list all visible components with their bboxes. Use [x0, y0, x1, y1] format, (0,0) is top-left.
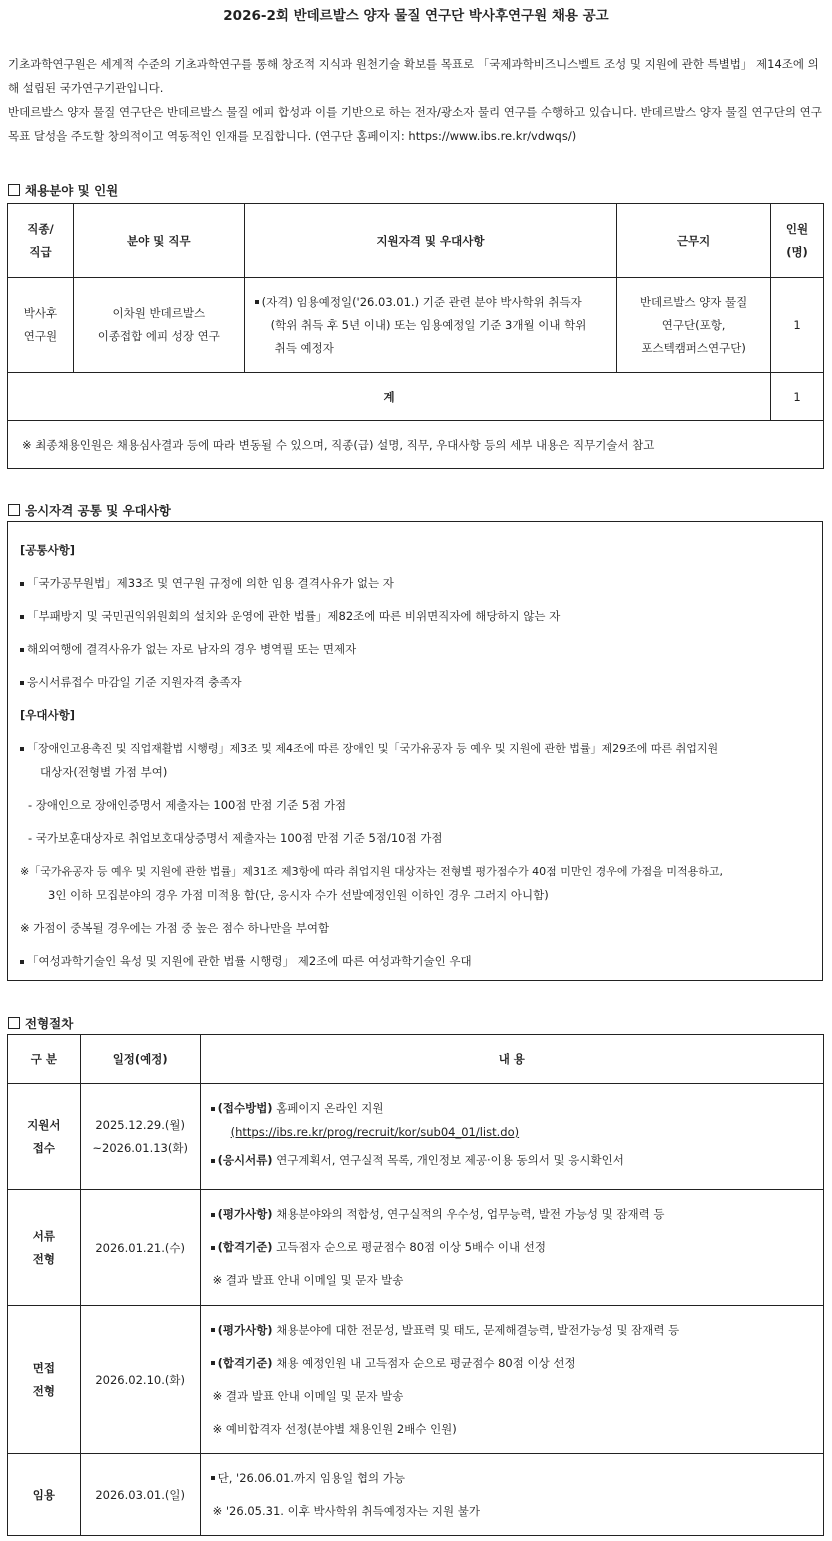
section-process-heading: 전형절차 [8, 1014, 73, 1032]
pref-item: - 국가보훈대상자로 취업보호대상증명서 제출자는 100점 만점 기준 5점/10점 가점 [28, 831, 443, 845]
content-cell: 단, '26.06.01.까지 임용일 협의 가능 ※ '26.05.31. 이후 박사학위 취득예정자는 지원 불가 [200, 1454, 823, 1536]
intro-paragraph-2: 반데르발스 양자 물질 연구단은 반데르발스 물질 에피 합성과 이를 기반으로 하는 전자/광소자 물리 연구를 수행하고 있습니다. 반데르발스 양자 물질 연구단의 연구목표 달성을 주도할 창의적이고 역동적인 인재를 모집합니다. (연구단 홈페이지: https://www.ibs.re.kr/vdwqs/) [8, 105, 822, 143]
bullet-icon [211, 1246, 215, 1250]
cell-count: 1 [771, 278, 824, 373]
header-date: 일정(예정) [80, 1035, 200, 1084]
process-row-application [8, 1084, 824, 1190]
stage-cell: 임용 [8, 1454, 81, 1536]
recruit-note-row [8, 421, 824, 469]
intro-text [8, 52, 823, 148]
section-recruit-heading: 채용분야 및 인원 [8, 181, 118, 199]
checkbox-icon [8, 1017, 20, 1029]
header-qualification: 지원자격 및 우대사항 [244, 204, 617, 278]
bullet-icon [255, 300, 259, 304]
section-qualification-heading: 응시자격 공통 및 우대사항 [8, 501, 171, 519]
recruit-page-link[interactable]: (https://ibs.re.kr/prog/recruit/kor/sub04_01/list.do) [230, 1125, 520, 1139]
checkbox-icon [8, 504, 20, 516]
pref-item-cont: 대상자(전형별 가점 부여) [40, 765, 168, 779]
process-row-interview [8, 1306, 824, 1454]
bullet-icon [211, 1361, 215, 1365]
stage-cell: 면접 전형 [8, 1306, 81, 1454]
bullet-icon [211, 1328, 215, 1332]
cell-field: 이차원 반데르발스 이종접합 에피 성장 연구 [73, 278, 244, 373]
pref-item: 「여성과학기술인 육성 및 지원에 관한 법률 시행령」 제2조에 따른 여성과학기술인 우대 [20, 953, 472, 969]
recruit-row [8, 278, 824, 373]
pref-note: ※ 가점이 중복될 경우에는 가점 중 높은 점수 하나만을 부여함 [20, 921, 330, 935]
date-cell: 2026.03.01.(일) [80, 1454, 200, 1536]
content-cell: (평가사항) 채용분야에 대한 전문성, 발표력 및 태도, 문제해결능력, 발전가능성 및 잠재력 등 (합격기준) 채용 예정인원 내 고득점자 순으로 평균점수 80점 이상 선정 ※ 결과 발표 안내 이메일 및 문자 발송 ※ 예비합격자 선정(분야별 채용인원 2배수 인원) [200, 1306, 823, 1454]
date-cell: 2026.02.10.(화) [80, 1306, 200, 1454]
common-item: 해외여행에 결격사유가 없는 자로 남자의 경우 병역필 또는 면제자 [20, 641, 356, 657]
qualification-box [7, 521, 823, 981]
total-count: 1 [771, 373, 824, 421]
total-label: 계 [8, 373, 771, 421]
checkbox-icon [8, 184, 20, 196]
header-rank: 직종/ 직급 [8, 204, 74, 278]
recruit-total-row [8, 373, 824, 421]
content-cell: (평가사항) 채용분야와의 적합성, 연구실적의 우수성, 업무능력, 발전 가능성 및 잠재력 등 (합격기준) 고득점자 순으로 평균점수 80점 이상 5배수 이내 선정 ※ 결과 발표 안내 이메일 및 문자 발송 [200, 1190, 823, 1306]
bullet-icon [20, 681, 24, 685]
pref-note-cont: 3인 이하 모집분야의 경우 가점 미적용 함(단, 응시자 수가 선발예정인원 이하인 경우 그러지 아니함) [48, 888, 549, 902]
header-content: 내 용 [200, 1035, 823, 1084]
page-title: 2026-2회 반데르발스 양자 물질 연구단 박사후연구원 채용 공고 [223, 8, 609, 24]
recruit-table [7, 203, 824, 469]
header-stage: 구 분 [8, 1035, 81, 1084]
cell-workplace: 반데르발스 양자 물질 연구단(포항, 포스텍캠퍼스연구단) [617, 278, 771, 373]
bullet-icon [20, 960, 24, 964]
process-table [7, 1034, 824, 1536]
recruit-header-row [8, 204, 824, 278]
intro-paragraph-1: 기초과학연구원은 세계적 수준의 기초과학연구를 통해 창조적 지식과 원천기술 확보를 목표로 「국제과학비즈니스벨트 조성 및 지원에 관한 특별법」 제14조에 의해 설립된 국가연구기관입니다. [8, 57, 819, 95]
bullet-icon [211, 1159, 215, 1163]
pref-heading: [우대사항] [20, 708, 75, 722]
common-item: 「부패방지 및 국민권익위원회의 설치와 운영에 관한 법률」제82조에 따른 비위면직자에 해당하지 않는 자 [20, 608, 560, 624]
bullet-icon [20, 747, 24, 751]
bullet-icon [20, 615, 24, 619]
recruit-note: ※ 최종채용인원은 채용심사결과 등에 따라 변동될 수 있으며, 직종(급) 설명, 직무, 우대사항 등의 세부 내용은 직무기술서 참고 [8, 421, 824, 469]
pref-item: - 장애인으로 장애인증명서 제출자는 100점 만점 기준 5점 가점 [28, 798, 347, 812]
bullet-icon [20, 648, 24, 652]
bullet-icon [211, 1213, 215, 1217]
pref-item: 「장애인고용촉진 및 직업재활법 시행령」제3조 및 제4조에 따른 장애인 및「국가유공자 등 예우 및 지원에 관한 법률」제29조에 따른 취업지원 [20, 740, 718, 756]
process-row-appointment [8, 1454, 824, 1536]
date-cell: 2026.01.21.(수) [80, 1190, 200, 1306]
header-count: 인원 (명) [771, 204, 824, 278]
date-cell: 2025.12.29.(월) ~2026.01.13(화) [80, 1084, 200, 1190]
process-row-document [8, 1190, 824, 1306]
common-item: 응시서류접수 마감일 기준 지원자격 충족자 [20, 674, 242, 690]
cell-qualification: (자격) 임용예정일('26.03.01.) 기준 관련 분야 박사학위 취득자 (학위 취득 후 5년 이내) 또는 임용예정일 기준 3개월 이내 학위 취득 예정자 [244, 278, 617, 373]
content-cell: (접수방법) 홈페이지 온라인 지원 (https://ibs.re.kr/prog/recruit/kor/sub04_01/list.do) (응시서류) 연구계획서, 연구실적 목록, 개인정보 제공·이용 동의서 및 응시확인서 [200, 1084, 823, 1190]
pref-note: ※「국가유공자 등 예우 및 지원에 관한 법률」제31조 제3항에 따라 취업지원 대상자는 전형별 평가점수가 40점 미만인 경우에 가점을 미적용하고, [20, 865, 723, 878]
stage-cell: 서류 전형 [8, 1190, 81, 1306]
cell-rank: 박사후 연구원 [8, 278, 74, 373]
bullet-icon [211, 1476, 215, 1480]
header-field: 분야 및 직무 [73, 204, 244, 278]
header-workplace: 근무지 [617, 204, 771, 278]
bullet-icon [20, 582, 24, 586]
stage-cell: 지원서 접수 [8, 1084, 81, 1190]
common-heading: [공통사항] [20, 543, 75, 557]
bullet-icon [211, 1107, 215, 1111]
common-item: 「국가공무원법」제33조 및 연구원 규정에 의한 임용 결격사유가 없는 자 [20, 575, 394, 591]
process-header-row [8, 1035, 824, 1084]
